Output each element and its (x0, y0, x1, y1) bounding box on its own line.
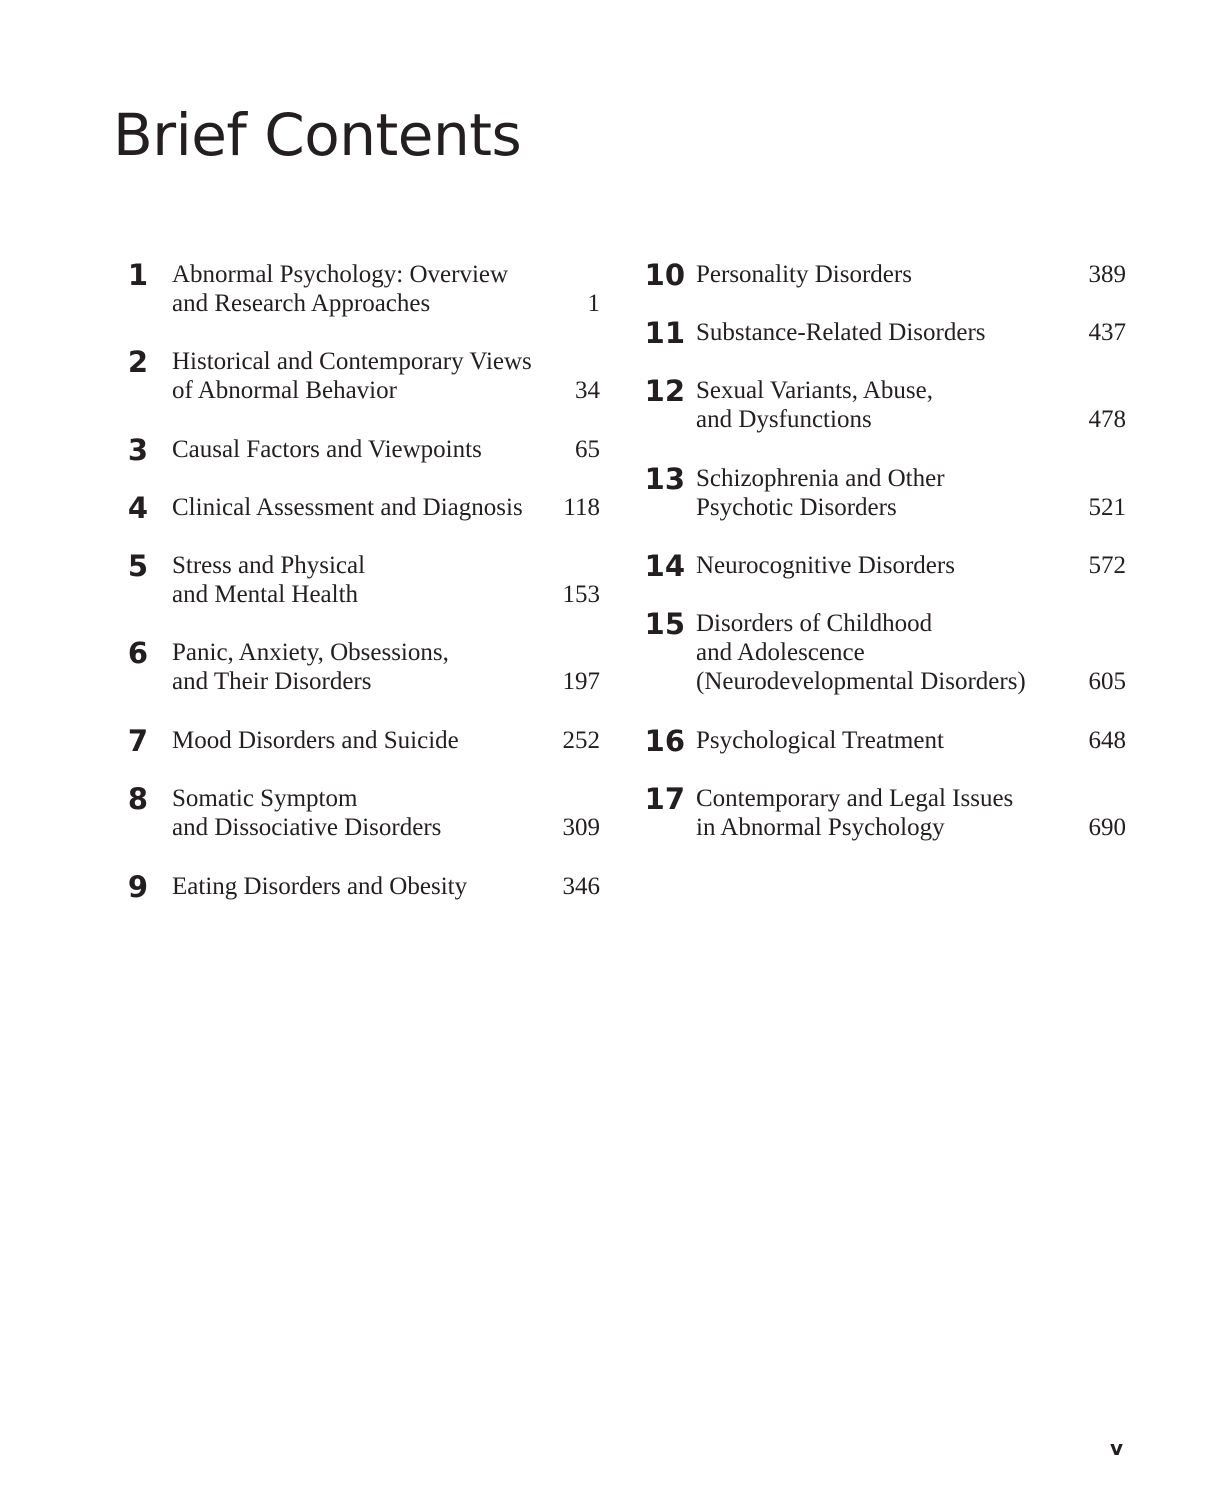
chapter-number: 12 (644, 374, 685, 408)
chapter-title-line: Disorders of Childhood (696, 610, 933, 637)
chapter-title-line: and Their Disorders (172, 668, 372, 695)
chapter-title-line: in Abnormal Psychology (696, 814, 945, 841)
chapter-number: 10 (644, 258, 685, 292)
chapter-title-line: Somatic Symptom (172, 785, 358, 812)
chapter-title-line: Historical and Contemporary Views (172, 348, 532, 375)
chapter-title (696, 551, 955, 580)
chapter-page-number: 648 (1088, 727, 1126, 754)
chapter-title-line: (Neurodevelopmental Disorders) (696, 668, 1026, 695)
chapter-title (696, 784, 1013, 842)
chapter-title-line: Neurocognitive Disorders (696, 552, 955, 579)
chapter-page-number: 478 (1088, 406, 1126, 433)
chapter-title-line: and Research Approaches (172, 290, 431, 317)
toc-entry-chapter-17[interactable] (0, 784, 1126, 844)
chapter-page-number: 346 (562, 873, 600, 900)
chapter-title-line: Psychotic Disorders (696, 494, 897, 521)
chapter-title-line: Personality Disorders (696, 261, 912, 288)
chapter-title-line: Substance-Related Disorders (696, 319, 986, 346)
chapter-number: 9 (127, 870, 148, 904)
chapter-title-line: Contemporary and Legal Issues (696, 785, 1014, 812)
chapter-page-number: 197 (562, 668, 600, 695)
toc-entry-chapter-14[interactable] (0, 551, 1126, 611)
toc-entry-chapter-9[interactable] (0, 872, 600, 932)
chapter-title-line: Clinical Assessment and Diagnosis (172, 494, 523, 521)
chapter-number: 3 (127, 433, 148, 467)
chapter-title (696, 464, 945, 522)
chapter-title-line: Panic, Anxiety, Obsessions, (172, 639, 449, 666)
chapter-page-number: 690 (1088, 814, 1126, 841)
chapter-number: 1 (127, 258, 148, 292)
toc-entry-chapter-10[interactable] (0, 260, 1126, 320)
chapter-title-line: Schizophrenia and Other (696, 465, 945, 492)
chapter-page-number: 605 (1088, 668, 1126, 695)
chapter-page-number: 309 (562, 814, 600, 841)
toc-entry-chapter-13[interactable] (0, 464, 1126, 524)
chapter-number: 16 (644, 724, 685, 758)
chapter-number: 13 (644, 462, 685, 496)
chapter-page-number: 389 (1088, 261, 1126, 288)
chapter-page-number: 34 (575, 377, 600, 404)
chapter-title (172, 872, 467, 901)
chapter-title (696, 726, 944, 755)
chapter-number: 7 (127, 724, 148, 758)
chapter-title-line: Stress and Physical (172, 552, 366, 579)
chapter-number: 6 (127, 636, 148, 670)
chapter-page-number: 252 (562, 727, 600, 754)
chapter-number: 5 (127, 549, 148, 583)
chapter-title-line: Causal Factors and Viewpoints (172, 436, 482, 463)
chapter-title-line: Mood Disorders and Suicide (172, 727, 459, 754)
chapter-title-line: of Abnormal Behavior (172, 377, 397, 404)
chapter-title-line: and Dissociative Disorders (172, 814, 442, 841)
chapter-page-number: 437 (1088, 319, 1126, 346)
chapter-page-number: 153 (562, 581, 600, 608)
chapter-title (696, 318, 986, 347)
chapter-title-line: and Mental Health (172, 581, 359, 608)
chapter-title-line: and Dysfunctions (696, 406, 872, 433)
chapter-title-line: Abnormal Psychology: Overview (172, 261, 509, 288)
chapter-number: 17 (644, 782, 685, 816)
toc-entry-chapter-12[interactable] (0, 376, 1126, 436)
chapter-title (172, 435, 482, 464)
chapter-page-number: 65 (575, 436, 600, 463)
page-folio: v (1110, 1436, 1124, 1460)
chapter-title-line: Sexual Variants, Abuse, (696, 377, 934, 404)
chapter-number: 11 (644, 316, 685, 350)
page-title: Brief Contents (113, 101, 522, 169)
chapter-number: 2 (127, 345, 148, 379)
toc-entry-chapter-16[interactable] (0, 726, 1126, 786)
chapter-page-number: 118 (563, 494, 600, 521)
chapter-number: 15 (644, 607, 685, 641)
chapter-title-line: Psychological Treatment (696, 727, 944, 754)
chapter-title-line: Eating Disorders and Obesity (172, 873, 468, 900)
chapter-number: 4 (127, 491, 148, 525)
chapter-page-number: 572 (1088, 552, 1126, 579)
toc-entry-chapter-11[interactable] (0, 318, 1126, 378)
chapter-title (696, 609, 1026, 696)
chapter-title (696, 376, 933, 434)
chapter-title (696, 260, 912, 289)
chapter-page-number: 1 (587, 290, 600, 317)
chapter-number: 8 (127, 782, 148, 816)
chapter-page-number: 521 (1088, 494, 1126, 521)
chapter-title-line: and Adolescence (696, 639, 865, 666)
chapter-number: 14 (644, 549, 685, 583)
